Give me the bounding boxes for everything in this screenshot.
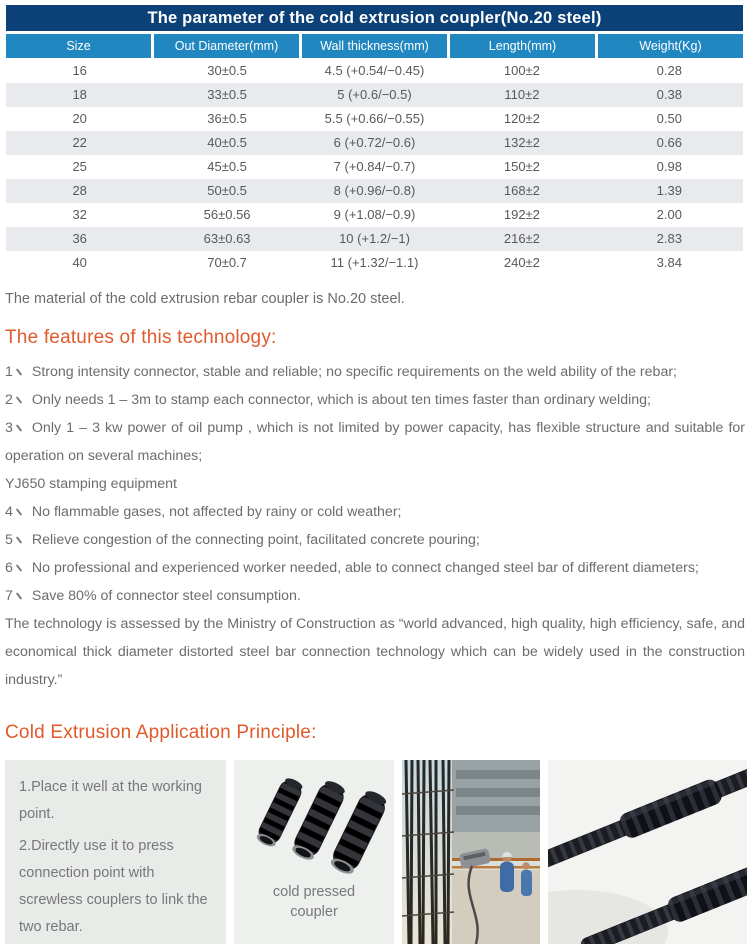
feature-item bbox=[5, 554, 745, 582]
table-cell: 32 bbox=[72, 207, 87, 222]
table-row bbox=[6, 83, 743, 107]
table-cell: 192±2 bbox=[503, 207, 540, 222]
feature-item bbox=[5, 358, 745, 386]
table-cell: 7 (+0.84/−0.7) bbox=[333, 159, 416, 174]
feature-number: 6 bbox=[5, 560, 32, 576]
construction-photo-panel bbox=[402, 760, 540, 944]
table-cell: 1.39 bbox=[656, 183, 682, 198]
feature-item bbox=[5, 414, 745, 470]
table-cell: 0.28 bbox=[656, 63, 682, 78]
step-text: 2.Directly use it to press connection point with screwless couplers to link the two rebar. bbox=[19, 838, 208, 935]
application-panels bbox=[5, 760, 747, 944]
table-cell: 33±0.5 bbox=[207, 87, 247, 102]
table-cell: 40±0.5 bbox=[207, 135, 247, 150]
feature-text: No professional and experienced worker needed, able to connect changed steel bar of different diameters; bbox=[31, 560, 699, 576]
table-cell: 22 bbox=[72, 135, 87, 150]
table-cell: 6 (+0.72/−0.6) bbox=[333, 135, 416, 150]
table-cell: 5 (+0.6/−0.5) bbox=[337, 87, 412, 102]
table-cell: 240±2 bbox=[503, 255, 540, 270]
feature-item bbox=[5, 498, 745, 526]
table-row bbox=[6, 227, 743, 251]
feature-text: Only needs 1 – 3m to stamp each connector, which is about ten times faster than ordinary welding; bbox=[31, 392, 651, 408]
ideographic-comma-mark bbox=[15, 591, 24, 600]
feature-item bbox=[5, 582, 745, 610]
table-row bbox=[6, 107, 743, 131]
pressed-rebar-splice-image bbox=[548, 760, 747, 944]
feature-item bbox=[5, 526, 745, 554]
feature-item bbox=[5, 610, 745, 694]
coupler-image-panel bbox=[234, 760, 394, 944]
table-cell: 45±0.5 bbox=[207, 159, 247, 174]
table-cell: 56±0.56 bbox=[203, 207, 251, 222]
table-cell: 11 (+1.32/−1.1) bbox=[330, 255, 419, 270]
feature-text: The technology is assessed by the Ministry of Construction as “world advanced, high quality, high efficiency, safe, and economical thick diameter distorted steel bar connection technology which can be widely used in the construction industry.” bbox=[5, 616, 745, 688]
column-header: Length(mm) bbox=[450, 34, 595, 58]
ideographic-comma-mark bbox=[15, 563, 24, 572]
table-cell: 25 bbox=[72, 159, 87, 174]
table-cell: 2.83 bbox=[656, 231, 682, 246]
feature-text: Strong intensity connector, stable and reliable; no specific requirements on the weld ability of the rebar; bbox=[31, 364, 677, 380]
ideographic-comma-mark bbox=[15, 507, 24, 516]
table-cell: 70±0.7 bbox=[207, 255, 247, 270]
ideographic-comma-mark bbox=[15, 395, 24, 404]
table-cell: 16 bbox=[72, 63, 87, 78]
feature-number: 1 bbox=[5, 364, 32, 380]
table-cell: 63±0.63 bbox=[203, 231, 251, 246]
table-cell: 216±2 bbox=[503, 231, 540, 246]
table-cell: 168±2 bbox=[503, 183, 540, 198]
features-heading: The features of this technology: bbox=[5, 327, 277, 348]
feature-text: Save 80% of connector steel consumption. bbox=[31, 588, 301, 604]
table-cell: 36 bbox=[72, 231, 87, 246]
table-row bbox=[6, 155, 743, 179]
ideographic-comma-mark bbox=[15, 535, 24, 544]
table-cell: 0.38 bbox=[656, 87, 682, 102]
table-cell: 36±0.5 bbox=[207, 111, 247, 126]
table-cell: 0.66 bbox=[656, 135, 682, 150]
table-cell: 8 (+0.96/−0.8) bbox=[333, 183, 416, 198]
table-row bbox=[6, 203, 743, 227]
table-cell: 9 (+1.08/−0.9) bbox=[333, 207, 416, 222]
ideographic-comma-mark bbox=[15, 423, 24, 432]
column-header: Size bbox=[6, 34, 151, 58]
table-cell: 30±0.5 bbox=[207, 63, 247, 78]
coupler-product-image bbox=[234, 760, 394, 880]
column-header: Wall thickness(mm) bbox=[302, 34, 447, 58]
table-cell: 0.50 bbox=[656, 111, 682, 126]
feature-text: Relieve congestion of the connecting point, facilitated concrete pouring; bbox=[31, 532, 480, 548]
feature-number: 4 bbox=[5, 504, 32, 520]
table-cell: 5.5 (+0.66/−0.55) bbox=[324, 111, 425, 126]
table-title: The parameter of the cold extrusion coupler(No.20 steel) bbox=[6, 5, 743, 31]
table-cell: 10 (+1.2/−1) bbox=[339, 231, 410, 246]
parameter-table bbox=[6, 5, 743, 275]
construction-site-image bbox=[402, 760, 540, 944]
column-header: Weight(Kg) bbox=[598, 34, 743, 58]
features-list bbox=[5, 358, 745, 694]
feature-item bbox=[5, 386, 745, 414]
material-note: The material of the cold extrusion rebar coupler is No.20 steel. bbox=[5, 291, 405, 307]
feature-item bbox=[5, 470, 745, 498]
table-cell: 4.5 (+0.54/−0.45) bbox=[324, 63, 425, 78]
table-cell: 0.98 bbox=[656, 159, 682, 174]
table-cell: 132±2 bbox=[503, 135, 540, 150]
table-cell: 40 bbox=[72, 255, 87, 270]
feature-number: 2 bbox=[5, 392, 32, 408]
table-row bbox=[6, 179, 743, 203]
table-cell: 18 bbox=[72, 87, 87, 102]
feature-text: No flammable gases, not affected by rainy or cold weather; bbox=[31, 504, 402, 520]
table-cell: 28 bbox=[72, 183, 87, 198]
table-cell: 50±0.5 bbox=[207, 183, 247, 198]
ideographic-comma-mark bbox=[15, 367, 24, 376]
feature-text: YJ650 stamping equipment bbox=[5, 476, 177, 492]
table-cell: 150±2 bbox=[503, 159, 540, 174]
table-cell: 2.00 bbox=[656, 207, 682, 222]
table-cell: 120±2 bbox=[503, 111, 540, 126]
table-body bbox=[6, 59, 743, 275]
table-row bbox=[6, 59, 743, 83]
table-cell: 110±2 bbox=[504, 87, 540, 102]
step-text: 1.Place it well at the working point. bbox=[19, 779, 202, 822]
feature-number: 5 bbox=[5, 532, 32, 548]
feature-number: 3 bbox=[5, 420, 32, 436]
table-row bbox=[6, 131, 743, 155]
column-header: Out Diameter(mm) bbox=[154, 34, 299, 58]
table-cell: 100±2 bbox=[503, 63, 540, 78]
application-steps-panel bbox=[5, 760, 226, 944]
feature-number: 7 bbox=[5, 588, 32, 604]
feature-text: Only 1 – 3 kw power of oil pump , which is not limited by power capacity, has flexible structure and suitable for operation on several machines; bbox=[5, 420, 745, 464]
table-cell: 3.84 bbox=[656, 255, 682, 270]
table-row bbox=[6, 251, 743, 275]
pressed-rebar-photo-panel bbox=[548, 760, 747, 944]
table-header-row bbox=[6, 34, 743, 58]
coupler-caption: cold pressed coupler bbox=[272, 884, 356, 920]
table-cell: 20 bbox=[72, 111, 87, 126]
application-heading: Cold Extrusion Application Principle: bbox=[5, 722, 317, 743]
